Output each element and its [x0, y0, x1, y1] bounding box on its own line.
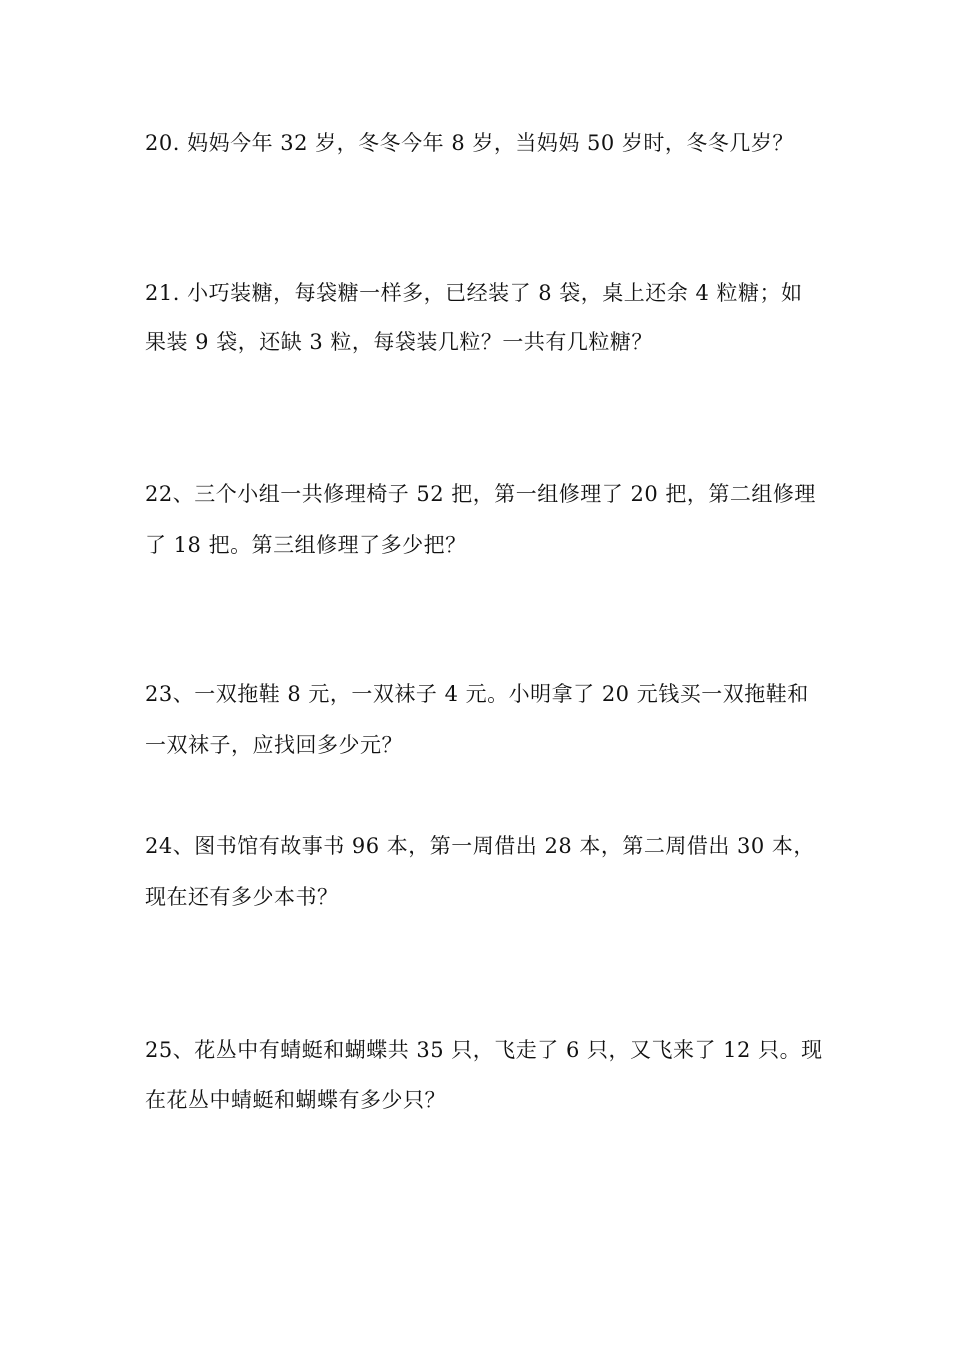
problem-20-line-1: 20. 妈妈今年 32 岁，冬冬今年 8 岁，当妈妈 50 岁时，冬冬几岁？	[145, 131, 794, 155]
problem-22-line-2: 了 18 把。第三组修理了多少把？	[145, 533, 467, 557]
problem-25-line-2: 在花丛中蜻蜓和蝴蝶有多少只？	[145, 1088, 446, 1112]
problem-23-line-1: 23、一双拖鞋 8 元，一双袜子 4 元。小明拿了 20 元钱买一双拖鞋和	[145, 682, 809, 706]
problem-21-line-2: 果装 9 袋，还缺 3 粒，每袋装几粒？一共有几粒糖？	[145, 330, 653, 354]
problem-23-line-2: 一双袜子，应找回多少元？	[145, 733, 403, 757]
problem-22-line-1: 22、三个小组一共修理椅子 52 把，第一组修理了 20 把，第二组修理	[145, 482, 816, 506]
problem-21-line-1: 21. 小巧装糖，每袋糖一样多，已经装了 8 袋，桌上还余 4 粒糖；如	[145, 281, 803, 305]
problem-25-line-1: 25、花丛中有蜻蜓和蝴蝶共 35 只，飞走了 6 只，又飞来了 12 只。现	[145, 1038, 823, 1062]
problem-24-line-1: 24、图书馆有故事书 96 本，第一周借出 28 本，第二周借出 30 本，	[145, 834, 815, 858]
problem-24-line-2: 现在还有多少本书？	[145, 885, 339, 909]
